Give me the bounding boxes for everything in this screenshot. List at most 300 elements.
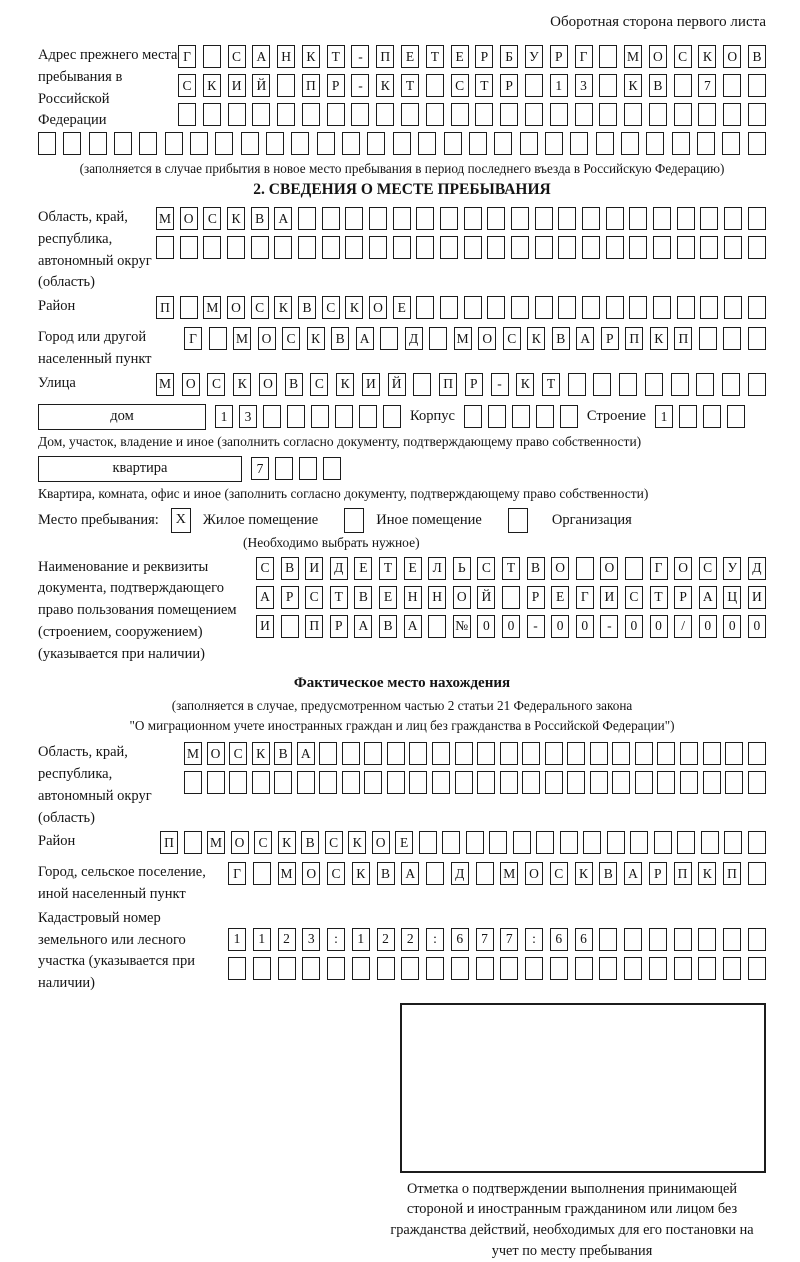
char-cell[interactable] [327,103,345,126]
char-cell[interactable] [748,742,766,765]
char-cell[interactable] [369,236,387,259]
char-cell[interactable] [748,103,766,126]
char-cell[interactable]: 0 [748,615,766,638]
char-cell[interactable] [748,296,766,319]
char-cell[interactable] [723,957,741,980]
char-cell[interactable] [209,327,227,350]
char-cell[interactable]: В [649,74,667,97]
char-cell[interactable]: 7 [500,928,518,951]
char-cell[interactable]: Р [281,586,299,609]
char-cell[interactable] [748,132,766,155]
char-cell[interactable]: А [256,586,274,609]
char-cell[interactable]: - [527,615,545,638]
char-cell[interactable]: У [723,557,741,580]
char-cell[interactable]: О [453,586,471,609]
char-cell[interactable] [476,862,494,885]
char-cell[interactable]: А [356,327,374,350]
char-cell[interactable] [677,831,695,854]
char-cell[interactable]: В [599,862,617,885]
char-cell[interactable]: И [748,586,766,609]
char-cell[interactable]: Р [465,373,483,396]
char-cell[interactable] [699,327,717,350]
char-cell[interactable]: М [233,327,251,350]
char-cell[interactable]: Г [228,862,246,885]
char-cell[interactable]: 1 [215,405,233,428]
char-cell[interactable]: Е [551,586,569,609]
char-cell[interactable]: К [345,296,363,319]
char-cell[interactable] [698,928,716,951]
char-cell[interactable]: / [674,615,692,638]
char-cell[interactable]: И [305,557,323,580]
char-cell[interactable] [475,103,493,126]
char-cell[interactable] [677,236,695,259]
char-cell[interactable] [401,957,419,980]
char-cell[interactable] [409,771,427,794]
char-cell[interactable] [369,207,387,230]
char-cell[interactable] [576,557,594,580]
char-cell[interactable] [748,373,766,396]
char-cell[interactable] [489,831,507,854]
char-cell[interactable]: С [550,862,568,885]
char-cell[interactable]: 7 [698,74,716,97]
char-cell[interactable] [500,103,518,126]
char-cell[interactable]: 1 [253,928,271,951]
char-cell[interactable]: К [274,296,292,319]
char-cell[interactable]: Е [451,45,469,68]
char-cell[interactable] [677,207,695,230]
char-cell[interactable]: С [256,557,274,580]
char-cell[interactable] [387,771,405,794]
char-cell[interactable] [322,207,340,230]
char-cell[interactable]: № [453,615,471,638]
char-cell[interactable] [698,103,716,126]
char-cell[interactable] [494,132,512,155]
char-cell[interactable] [700,296,718,319]
char-cell[interactable]: 0 [723,615,741,638]
char-cell[interactable] [606,207,624,230]
char-cell[interactable] [696,373,714,396]
char-cell[interactable] [649,957,667,980]
char-cell[interactable] [252,771,270,794]
char-cell[interactable]: А [624,862,642,885]
char-cell[interactable] [724,236,742,259]
char-cell[interactable] [342,132,360,155]
char-cell[interactable]: П [302,74,320,97]
char-cell[interactable] [139,132,157,155]
char-cell[interactable] [266,132,284,155]
char-cell[interactable] [558,207,576,230]
char-cell[interactable] [525,74,543,97]
char-cell[interactable]: К [698,862,716,885]
char-cell[interactable]: К [348,831,366,854]
char-cell[interactable]: С [322,296,340,319]
char-cell[interactable]: 2 [377,928,395,951]
char-cell[interactable]: В [552,327,570,350]
char-cell[interactable] [612,771,630,794]
char-cell[interactable] [525,103,543,126]
char-cell[interactable] [725,742,743,765]
char-cell[interactable] [500,742,518,765]
char-cell[interactable] [251,236,269,259]
char-cell[interactable] [657,742,675,765]
char-cell[interactable] [364,771,382,794]
char-cell[interactable] [596,132,614,155]
char-cell[interactable] [180,236,198,259]
char-cell[interactable] [455,771,473,794]
char-cell[interactable] [560,831,578,854]
char-cell[interactable]: О [231,831,249,854]
char-cell[interactable] [590,771,608,794]
char-cell[interactable] [487,236,505,259]
char-cell[interactable]: Г [178,45,196,68]
char-cell[interactable] [178,103,196,126]
checkbox-inoe[interactable] [344,508,364,533]
char-cell[interactable]: П [376,45,394,68]
char-cell[interactable] [593,373,611,396]
char-cell[interactable] [674,74,692,97]
char-cell[interactable]: 1 [550,74,568,97]
char-cell[interactable]: К [624,74,642,97]
char-cell[interactable] [299,457,317,480]
char-cell[interactable]: Д [451,862,469,885]
char-cell[interactable] [624,928,642,951]
char-cell[interactable]: 3 [575,74,593,97]
char-cell[interactable] [582,236,600,259]
char-cell[interactable] [703,742,721,765]
char-cell[interactable] [418,132,436,155]
char-cell[interactable]: Р [550,45,568,68]
char-cell[interactable]: Е [379,586,397,609]
char-cell[interactable]: В [298,296,316,319]
char-cell[interactable]: 1 [228,928,246,951]
char-cell[interactable]: С [674,45,692,68]
char-cell[interactable] [156,236,174,259]
char-cell[interactable]: С [503,327,521,350]
char-cell[interactable] [748,862,766,885]
char-cell[interactable] [277,74,295,97]
char-cell[interactable] [607,831,625,854]
char-cell[interactable]: Р [601,327,619,350]
char-cell[interactable]: К [252,742,270,765]
char-cell[interactable] [748,207,766,230]
char-cell[interactable] [426,957,444,980]
char-cell[interactable] [114,132,132,155]
char-cell[interactable] [511,207,529,230]
char-cell[interactable]: 3 [239,405,257,428]
char-cell[interactable] [558,236,576,259]
char-cell[interactable] [229,771,247,794]
char-cell[interactable]: Н [428,586,446,609]
char-cell[interactable] [558,296,576,319]
char-cell[interactable]: 7 [251,457,269,480]
char-cell[interactable]: К [527,327,545,350]
char-cell[interactable] [241,132,259,155]
char-cell[interactable]: - [351,74,369,97]
char-cell[interactable] [464,405,482,428]
char-cell[interactable]: 7 [476,928,494,951]
char-cell[interactable] [252,103,270,126]
char-cell[interactable] [599,45,617,68]
char-cell[interactable]: К [233,373,251,396]
char-cell[interactable]: Й [388,373,406,396]
char-cell[interactable] [629,207,647,230]
char-cell[interactable] [477,771,495,794]
char-cell[interactable]: Т [327,45,345,68]
char-cell[interactable]: 2 [401,928,419,951]
char-cell[interactable]: И [228,74,246,97]
char-cell[interactable]: О [227,296,245,319]
char-cell[interactable]: С [282,327,300,350]
char-cell[interactable] [215,132,233,155]
char-cell[interactable] [440,296,458,319]
char-cell[interactable] [311,405,329,428]
char-cell[interactable]: У [525,45,543,68]
char-cell[interactable]: О [478,327,496,350]
char-cell[interactable]: Е [404,557,422,580]
char-cell[interactable]: Н [277,45,295,68]
char-cell[interactable]: С [228,45,246,68]
char-cell[interactable] [748,957,766,980]
char-cell[interactable] [724,831,742,854]
char-cell[interactable]: Т [426,45,444,68]
char-cell[interactable]: Г [184,327,202,350]
char-cell[interactable] [625,557,643,580]
char-cell[interactable]: О [207,742,225,765]
char-cell[interactable] [500,771,518,794]
char-cell[interactable] [672,132,690,155]
char-cell[interactable] [319,742,337,765]
char-cell[interactable]: П [305,615,323,638]
char-cell[interactable]: К [336,373,354,396]
char-cell[interactable] [428,615,446,638]
char-cell[interactable] [364,742,382,765]
char-cell[interactable] [184,771,202,794]
char-cell[interactable]: О [723,45,741,68]
char-cell[interactable]: Р [674,586,692,609]
char-cell[interactable]: С [254,831,272,854]
char-cell[interactable]: В [285,373,303,396]
char-cell[interactable]: Л [428,557,446,580]
char-cell[interactable]: Д [330,557,348,580]
char-cell[interactable]: 1 [352,928,370,951]
char-cell[interactable] [345,236,363,259]
char-cell[interactable]: С [625,586,643,609]
char-cell[interactable] [317,132,335,155]
char-cell[interactable] [674,928,692,951]
char-cell[interactable]: Н [404,586,422,609]
char-cell[interactable]: С [178,74,196,97]
char-cell[interactable]: Г [576,586,594,609]
char-cell[interactable] [190,132,208,155]
char-cell[interactable] [590,742,608,765]
char-cell[interactable] [550,957,568,980]
char-cell[interactable]: П [439,373,457,396]
char-cell[interactable] [724,207,742,230]
char-cell[interactable]: В [377,862,395,885]
char-cell[interactable]: П [625,327,643,350]
char-cell[interactable]: К [575,862,593,885]
char-cell[interactable] [335,405,353,428]
char-cell[interactable]: Р [327,74,345,97]
char-cell[interactable]: К [650,327,668,350]
char-cell[interactable]: В [354,586,372,609]
char-cell[interactable] [612,742,630,765]
char-cell[interactable] [298,236,316,259]
char-cell[interactable] [464,236,482,259]
char-cell[interactable]: : [426,928,444,951]
char-cell[interactable]: В [527,557,545,580]
char-cell[interactable] [512,405,530,428]
char-cell[interactable]: К [698,45,716,68]
char-cell[interactable] [442,831,460,854]
char-cell[interactable] [416,236,434,259]
char-cell[interactable] [703,405,721,428]
char-cell[interactable] [723,327,741,350]
char-cell[interactable]: П [674,862,692,885]
char-cell[interactable]: Й [477,586,495,609]
char-cell[interactable]: М [500,862,518,885]
char-cell[interactable]: А [354,615,372,638]
char-cell[interactable] [322,236,340,259]
char-cell[interactable] [725,771,743,794]
char-cell[interactable] [536,831,554,854]
char-cell[interactable]: 1 [655,405,673,428]
char-cell[interactable] [500,957,518,980]
char-cell[interactable] [319,771,337,794]
char-cell[interactable] [297,771,315,794]
char-cell[interactable]: В [301,831,319,854]
char-cell[interactable] [323,457,341,480]
char-cell[interactable] [629,236,647,259]
char-cell[interactable] [701,831,719,854]
char-cell[interactable]: П [160,831,178,854]
char-cell[interactable] [723,74,741,97]
char-cell[interactable] [464,207,482,230]
char-cell[interactable]: 0 [699,615,717,638]
char-cell[interactable] [432,742,450,765]
char-cell[interactable] [570,132,588,155]
char-cell[interactable] [619,373,637,396]
char-cell[interactable]: 0 [576,615,594,638]
char-cell[interactable] [464,296,482,319]
char-cell[interactable] [635,742,653,765]
char-cell[interactable]: Т [502,557,520,580]
char-cell[interactable] [606,236,624,259]
char-cell[interactable] [426,74,444,97]
char-cell[interactable]: И [256,615,274,638]
char-cell[interactable] [376,103,394,126]
char-cell[interactable] [302,103,320,126]
char-cell[interactable]: С [305,586,323,609]
char-cell[interactable]: М [203,296,221,319]
char-cell[interactable]: К [516,373,534,396]
char-cell[interactable]: 6 [575,928,593,951]
char-cell[interactable] [621,132,639,155]
char-cell[interactable] [274,236,292,259]
char-cell[interactable] [469,132,487,155]
char-cell[interactable] [698,957,716,980]
char-cell[interactable]: Е [401,45,419,68]
char-cell[interactable]: С [699,557,717,580]
char-cell[interactable] [645,373,663,396]
char-cell[interactable]: М [184,742,202,765]
char-cell[interactable]: 0 [625,615,643,638]
char-cell[interactable] [703,771,721,794]
char-cell[interactable] [207,771,225,794]
char-cell[interactable]: Д [405,327,423,350]
checkbox-organizaciya[interactable] [508,508,528,533]
char-cell[interactable] [511,236,529,259]
char-cell[interactable] [722,373,740,396]
char-cell[interactable] [263,405,281,428]
char-cell[interactable]: : [327,928,345,951]
char-cell[interactable]: И [600,586,618,609]
char-cell[interactable]: Ь [453,557,471,580]
char-cell[interactable] [451,957,469,980]
char-cell[interactable] [180,296,198,319]
char-cell[interactable] [653,296,671,319]
char-cell[interactable] [352,957,370,980]
char-cell[interactable]: О [302,862,320,885]
char-cell[interactable] [63,132,81,155]
char-cell[interactable]: О [600,557,618,580]
char-cell[interactable] [393,207,411,230]
char-cell[interactable]: Б [500,45,518,68]
char-cell[interactable]: О [372,831,390,854]
char-cell[interactable] [649,928,667,951]
char-cell[interactable]: О [259,373,277,396]
char-cell[interactable]: П [156,296,174,319]
char-cell[interactable] [722,132,740,155]
char-cell[interactable]: К [307,327,325,350]
char-cell[interactable]: Т [650,586,668,609]
char-cell[interactable] [203,236,221,259]
char-cell[interactable]: С [451,74,469,97]
char-cell[interactable]: А [297,742,315,765]
char-cell[interactable]: Е [395,831,413,854]
char-cell[interactable]: С [477,557,495,580]
char-cell[interactable] [38,132,56,155]
char-cell[interactable]: О [180,207,198,230]
char-cell[interactable] [624,103,642,126]
char-cell[interactable] [466,831,484,854]
char-cell[interactable] [679,405,697,428]
char-cell[interactable] [409,742,427,765]
char-cell[interactable] [274,771,292,794]
char-cell[interactable] [429,327,447,350]
char-cell[interactable] [680,771,698,794]
char-cell[interactable] [567,742,585,765]
char-cell[interactable]: О [525,862,543,885]
char-cell[interactable] [522,742,540,765]
char-cell[interactable] [426,103,444,126]
char-cell[interactable]: О [551,557,569,580]
char-cell[interactable] [545,771,563,794]
char-cell[interactable] [377,957,395,980]
char-cell[interactable]: К [278,831,296,854]
char-cell[interactable]: К [227,207,245,230]
char-cell[interactable]: 3 [302,928,320,951]
char-cell[interactable]: К [352,862,370,885]
char-cell[interactable]: О [649,45,667,68]
char-cell[interactable] [227,236,245,259]
char-cell[interactable] [674,957,692,980]
char-cell[interactable] [277,103,295,126]
char-cell[interactable] [550,103,568,126]
char-cell[interactable] [477,742,495,765]
char-cell[interactable] [359,405,377,428]
char-cell[interactable] [380,327,398,350]
